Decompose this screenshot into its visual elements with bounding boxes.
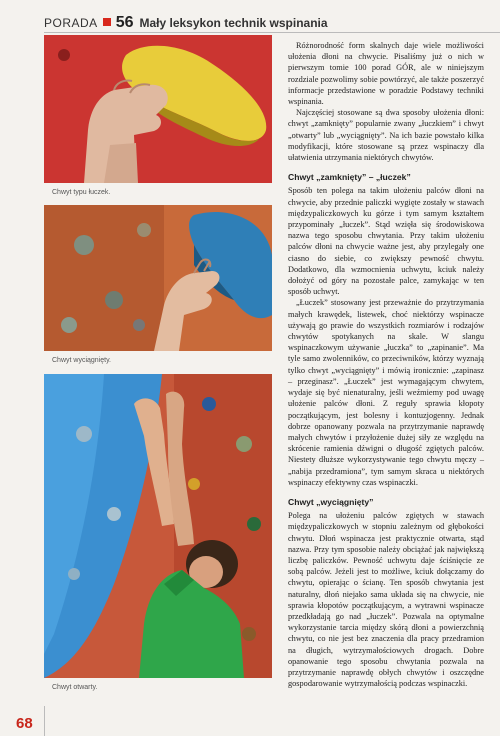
photo-extended-grip [44,205,272,351]
intro-paragraph-1: Różnorodność form skalnych daje wiele możliwości ułożenia dłoni na chwycie. Pisaliśmy już o nich w pierwszym tomie 100 porad GÓR, ale w niniejszym rozdziale pozwolimy sobie powtórzyć, ale także poszerzyć informacje przedstawione w poradzie Podstawy techniki wspinania. [288,41,484,107]
running-head [44,14,328,32]
heading-closed-grip: Chwyt „zamknięty” – „łuczek” [288,172,411,183]
red-square-icon [103,18,111,26]
page-header [0,0,500,34]
photo-closed-crimp [44,35,272,183]
caption-photo2: Chwyt wyciągnięty. [52,357,112,364]
chapter-title: Mały leksykon technik wspinania [139,16,328,30]
intro-paragraph-2: Najczęściej stosowane są dwa sposoby ułożenia dłoni: chwyt „zamknięty” popularnie zwany „łuczkiem” i chwyt „otwarty” lub „wyciągnięty”. Na ich bazie powstało kilka modyfikacji, które stosowane są przez wspinaczy dla ułatwienia utrzymania niektórych chwytów. [288,108,484,163]
footer-rule [44,706,45,736]
extended-grip-paragraph: Polega na ułożeniu palców zgiętych w stawach międzypaliczkowych w stopniu zależnym od głębokości chwytu. Dłoń wspinacza jest praktycznie otwarta, stąd nazwa. Przy tym sposobie należy obciążać jak największą liczbę paliczków. Pewność uchwytu daje ściśnięcie ze sobą palców. Jeżeli jest to możliwe, kciuk dołączamy do chwytu, opierając o ścianę. Ten sposób chwytania jest naturalny, dłoń niejako sama układa się na chwycie, nie sprawia kłopotów początkującym, a wytrawni wspinacze przedkładają go nad „łuczek”. Pozwala na optymalne wykorzystanie tarcia między skórą dłoni a powierzchnią chwytu, co nie jest bez znaczenia dla pracy przedramion na długich, wytrzymałościowych drogach. Dobre opanowanie tego sposobu chwytania pozwala na przytrzymanie naprawdę obłych chwytów i oszczędne gospodarowanie wytrzymałością podczas wspinaczki. [288,511,484,689]
page-number: 68 [16,715,33,732]
section-label: PORADA [44,16,98,30]
closed-grip-paragraph-2: „Łuczek” stosowany jest przeważnie do przytrzymania małych krawędek, listewek, choć niektórzy wspinacze używają go prawie do wszystkich rozmiarów i rodzajów chwytów spotykanych na skale. W slangu wspinaczkowym używanie „łuczka” to „zapinanie”. Ma tyle samo zwolenników, co przeciwników, którzy wyznają tylko chwyt „wyciągnięty” i mówią ironicznie: „zapinasz – przeginasz”. „Łuczek” jest wymagającym chwytem, wydaje się być nienaturalny, jeśli weźmiemy pod uwagę ułożenie palców dłoni. Z reguły sprawia kłopoty początkującym, jest bolesny i kontuzjogenny. Jednak dobrze opanowany pozwala na przytrzymanie naprawdę małych chwytów i przyłożenie dużej siły ze względu na skrócenie ramienia dźwigni o długość zgiętych palców. Niestety dłuższe wykorzystywanie tego chwytu męczy – „nabija przedramiona”, tym samym skraca u niektórych wspinaczy efektywny czas wspinaczki. [288,298,484,487]
photo-open-grip-image [44,374,272,678]
closed-grip-paragraph-1: Sposób ten polega na takim ułożeniu palców dłoni na chwycie, aby przednie paliczki wygięte zostały w stawach międzypaliczkowych ku górze i tym samym kształtem przypominały „łuczek”. Stąd wzięła się środowiskowa nazwa tego sposobu chwytania. Przy takim ułożeniu palców dłoni na chwycie ważne jest, aby przylegały one ciasno do siebie, co zwiększy pewność chwytu. Dodatkowo, dla wzmocnienia uchwytu, kciuk należy dołożyć od góry na pozostałe palce, zamykając w ten sposób uchwyt. [288,186,484,297]
photo-open-grip-climber [44,374,272,678]
tip-number: 56 [115,14,134,31]
header-rule [44,32,500,33]
photo-extended-grip-image [44,205,272,351]
caption-photo1: Chwyt typu łuczek. [52,189,111,196]
photo-closed-crimp-image [44,35,272,183]
article-text-column [288,40,484,689]
heading-extended-grip: Chwyt „wyciągnięty” [288,496,374,507]
caption-photo3: Chwyt otwarty. [52,684,98,691]
